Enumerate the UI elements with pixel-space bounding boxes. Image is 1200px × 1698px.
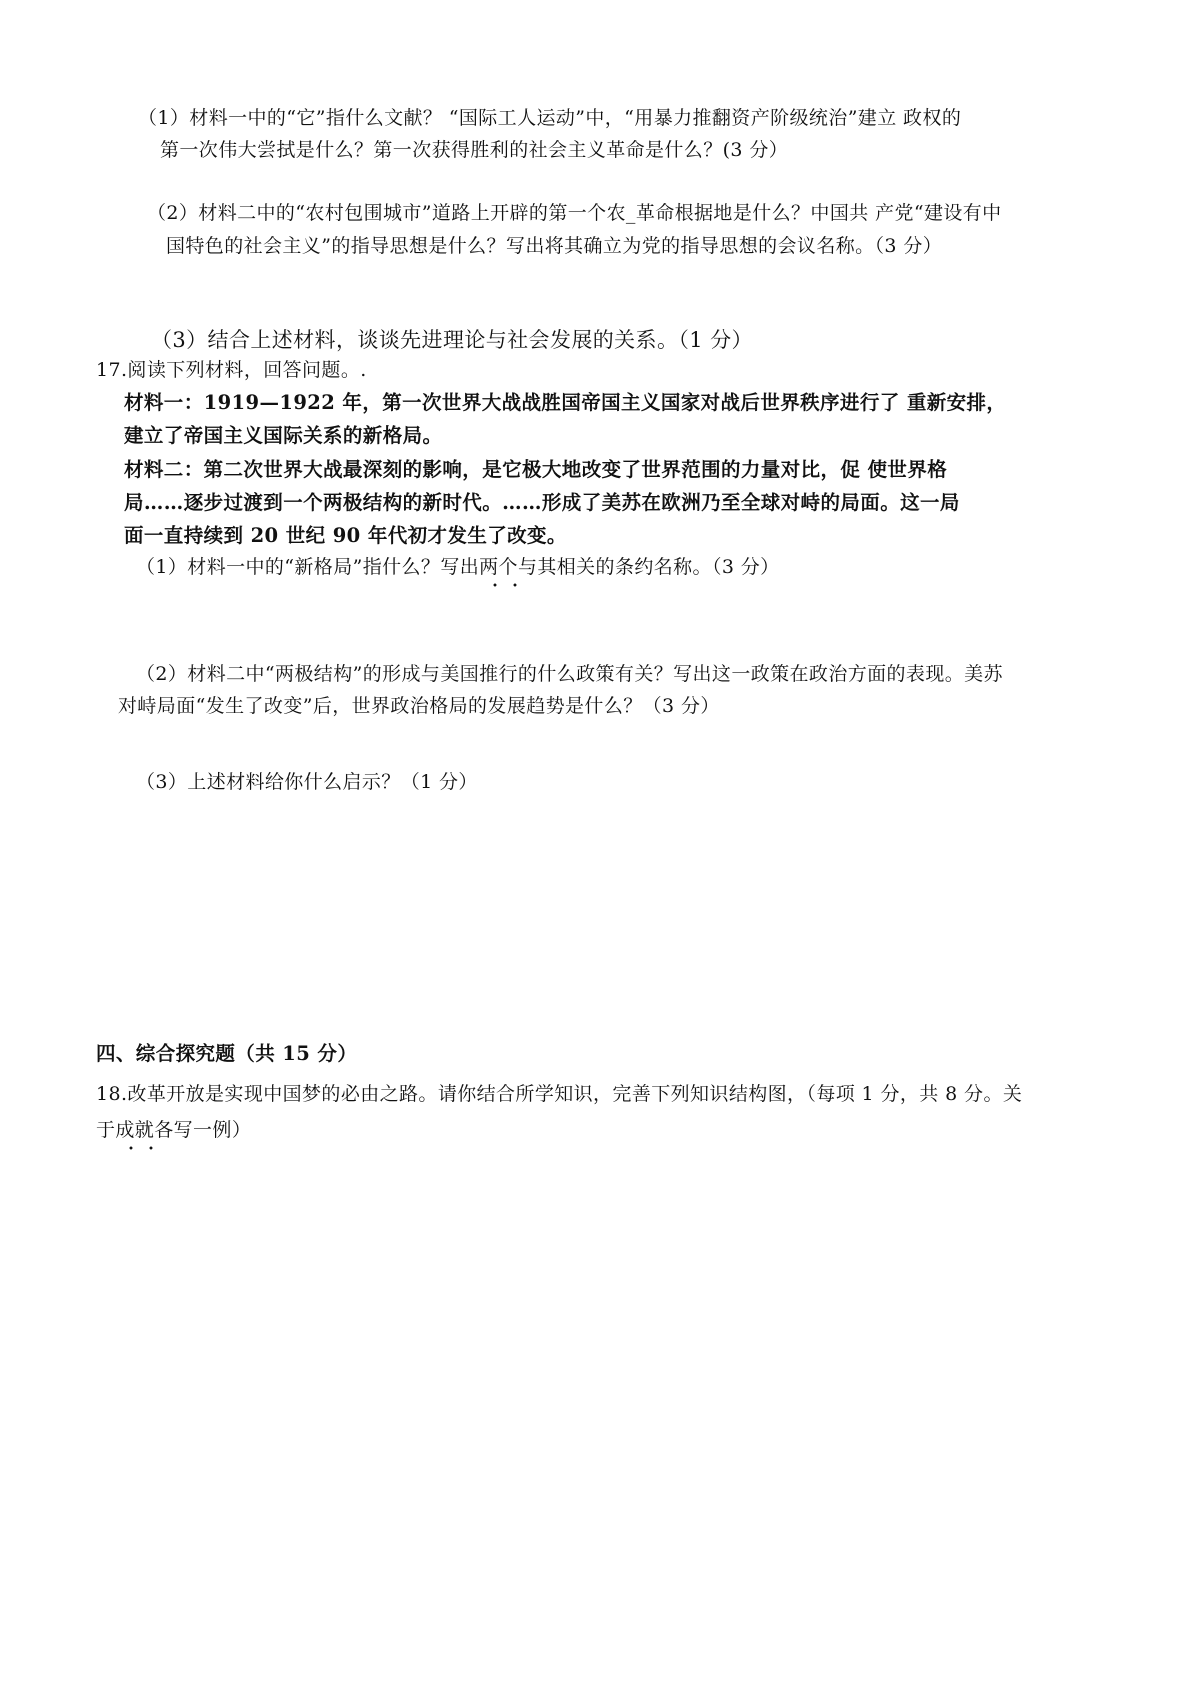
q17-material2-line2: 局……逐步过渡到一个两极结构的新时代。……形成了美苏在欧洲乃至全球对峙的局面。这一局 [124,491,960,514]
q18-line1: 18.改革开放是实现中国梦的必由之路。请你结合所学知识，完善下列知识结构图，（每项 1 分，共 8 分。关 [96,1083,1023,1105]
section4-heading: 四、综合探究题（共 15 分） [96,1042,358,1065]
q18-line2 [96,1118,251,1142]
q17-sub1-emphasis: 两个 [479,556,518,578]
q17-sub3: （3）上述材料给你什么启示？（1 分） [136,771,478,793]
q17-material2-line1: 材料二：第二次世界大战最深刻的影响，是它极大地改变了世界范围的力量对比，促 使世界格 [124,458,948,481]
q16-part2-line2: 国特色的社会主义”的指导思想是什么？写出将其确立为党的指导思想的会议名称。（3 分） [166,235,943,257]
q16-part3: （3）结合上述材料，谈谈先进理论与社会发展的关系。（1 分） [151,328,753,352]
q17-sub2-line2: 对峙局面“发生了改变”后，世界政治格局的发展趋势是什么？（3 分） [118,695,720,717]
q17-sub2-line1: （2）材料二中“两极结构”的形成与美国推行的什么政策有关？写出这一政策在政治方面的表现。美苏 [136,663,1003,685]
q18-text-b: 各写一例） [154,1119,252,1141]
q16-part1-line1: （1）材料一中的“它”指什么文献？ “国际工人运动”中，“用暴力推翻资产阶级统治”建立 政权的 [138,107,962,129]
q17-sub1-text-a: （1）材料一中的“新格局”指什么？写出 [136,556,480,578]
q17-material1-line2: 建立了帝国主义国际关系的新格局。 [124,424,443,447]
q17-material2-line3: 面一直持续到 20 世纪 90 年代初才发生了改变。 [124,524,567,547]
q17-stem: 17.阅读下列材料，回答问题。. [96,359,367,381]
q18-emphasis: 成就 [115,1119,155,1141]
q17-sub1-text-b: 与其相关的条约名称。（3 分） [517,556,780,578]
q18-text-a: 于 [96,1119,116,1141]
q16-part2-line1: （2）材料二中的“农村包围城市”道路上开辟的第一个农_革命根据地是什么？中国共 产党“建设有中 [147,202,1002,224]
q17-sub1 [136,555,780,579]
q17-material1-line1: 材料一：1919—1922 年，第一次世界大战战胜国帝国主义国家对战后世界秩序进行了 重新安排， [124,391,1007,414]
q16-part1-line2: 第一次伟大尝拭是什么？第一次获得胜利的社会主义革命是什么？(3 分） [160,139,789,161]
